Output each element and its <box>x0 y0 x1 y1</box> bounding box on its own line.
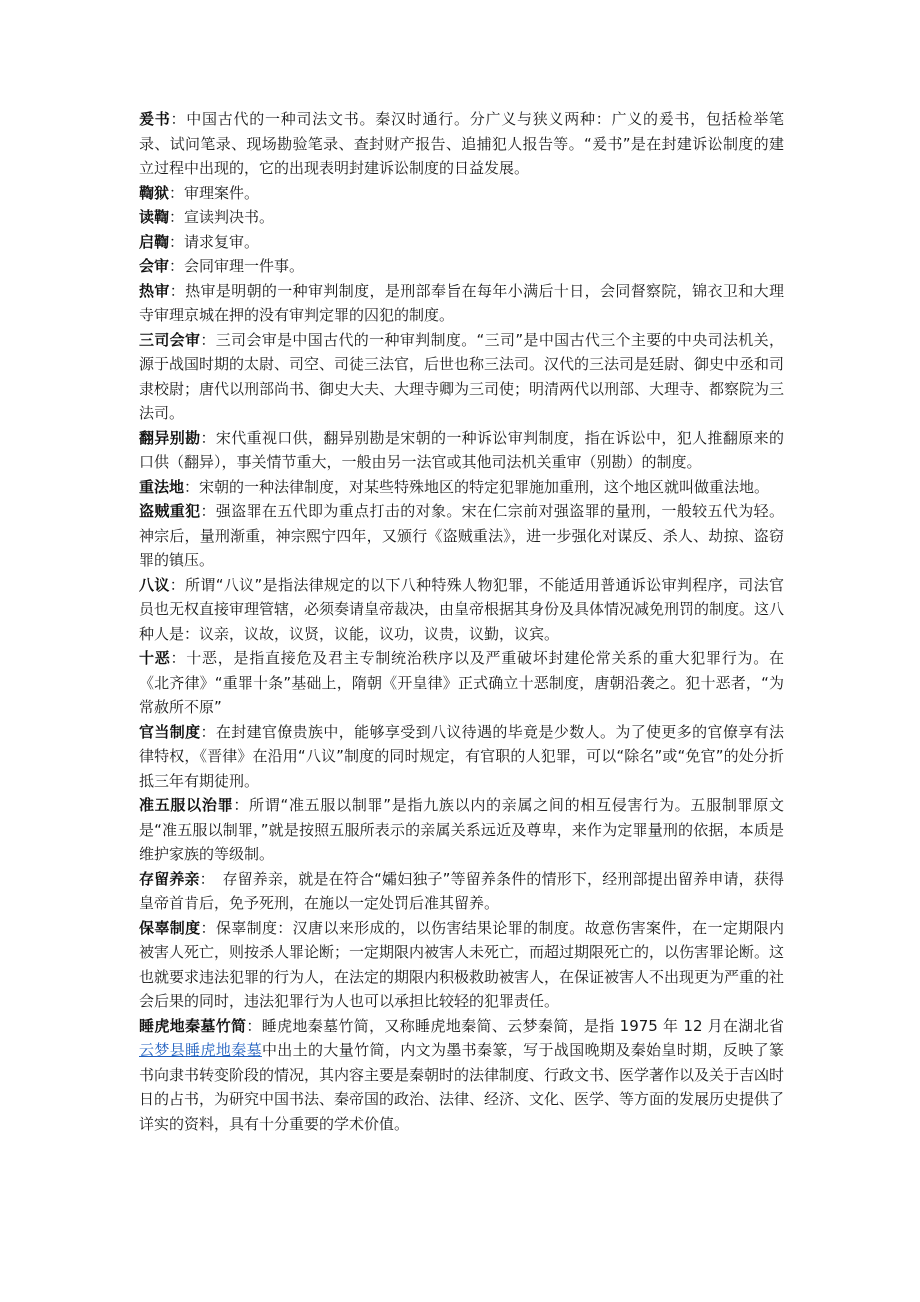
entry-definition: 在封建官僚贵族中，能够享受到八议待遇的毕竟是少数人。为了使更多的官僚享有法律特权，《晋律》在沿用“八议”制度的同时规定，有官职的人犯罪，可以“除名”或“免官”的处分折抵三年有期徒刑。 <box>139 722 784 790</box>
entry-term: 十恶 <box>139 649 171 667</box>
entry-separator: ： <box>199 869 208 888</box>
entry-fanyi-biekan <box>139 426 784 475</box>
entry-separator: ： <box>184 477 200 496</box>
entry-definition: 宋代重视口供，翻异别勘是宋朝的一种诉讼审判制度，指在诉讼中，犯人推翻原来的口供（翻异），事关情节重大，一般由另一法官或其他司法机关重审（别勘）的制度。 <box>139 428 784 471</box>
entry-term: 启鞫 <box>139 232 170 251</box>
entry-separator: ： <box>200 428 216 447</box>
entry-shie <box>139 646 784 720</box>
entry-daozei-zhongfan <box>139 499 784 573</box>
entry-shuihudi-zhujian <box>139 1014 784 1137</box>
entry-definition: 中国古代的一种司法文书。秦汉时通行。分广义与狭义两种：广义的爰书，包括检举笔录、试问笔录、现场勘验笔录、查封财产报告、追捕犯人报告等。“爰书”是在封建诉讼制度的建立过程中出现的，它的出现表明封建诉讼制度的日益发展。 <box>139 110 784 177</box>
entry-duju <box>139 205 784 230</box>
entry-separator: ： <box>169 183 185 202</box>
entry-zhongfadi <box>139 475 784 500</box>
entry-term: 热审 <box>139 281 170 300</box>
entry-zhun-wufu <box>139 793 784 867</box>
entry-term: 盗贼重犯 <box>139 502 201 520</box>
entry-sansi-huishen <box>139 328 784 426</box>
entry-term: 重法地 <box>139 477 185 496</box>
entry-separator: ： <box>169 281 186 300</box>
entry-definition-before-link: 睡虎地秦墓竹简，又称睡虎地秦简、云梦秦简，是指 1975 年 12 月在湖北省 <box>261 1016 784 1035</box>
entry-term: 存留养亲 <box>139 869 200 888</box>
entry-separator: ： <box>170 110 187 128</box>
entry-definition: 热审是明朝的一种审判制度，是刑部奉旨在每年小满后十日，会同督察院，锦衣卫和大理寺审理京城在押的没有审判定罪的囚犯的制度。 <box>139 281 784 324</box>
entry-separator: ： <box>200 918 216 937</box>
entry-baogu-zhidu <box>139 916 784 1014</box>
entry-term: 官当制度 <box>139 722 201 741</box>
entry-definition: 所谓“准五服以制罪”是指九族以内的亲属之间的相互侵害行为。五服制罪原文是“准五服以制罪，”就是按照五服所表示的亲属关系远近及尊卑，来作为定罪量刑的依据，本质是维护家族的等级制。 <box>139 796 784 863</box>
entry-term: 爰书 <box>139 110 171 128</box>
entry-cunliu-yangqin <box>139 867 784 916</box>
entry-term: 三司会审 <box>139 330 201 349</box>
entry-bayi <box>139 573 784 647</box>
entry-separator: ： <box>200 502 216 520</box>
entry-term: 鞫狱 <box>139 183 170 202</box>
entry-term: 会审 <box>139 257 170 275</box>
entry-separator: ： <box>169 257 185 275</box>
entry-definition: 强盗罪在五代即为重点打击的对象。宋在仁宗前对强盗罪的量刑，一般较五代为轻。神宗后，量刑渐重，神宗熙宁四年，又颁行《盗贼重法》，进一步强化对谋反、杀人、劫掠、盗窃罪的镇压。 <box>139 502 784 569</box>
entry-definition: 审理案件。 <box>184 183 260 202</box>
entry-definition: 保辜制度：汉唐以来形成的，以伤害结果论罪的制度。故意伤害案件，在一定期限内被害人死亡，则按杀人罪论断；一定期限内被害人未死亡，而超过期限死亡的，以伤害罪论断。这也就要求违法犯罪的行为人，在法定的期限内积极救助被害人，在保证被害人不出现更为严重的社会后果的同时，违法犯罪行为人也可以承担比较轻的犯罪责任。 <box>139 918 785 1010</box>
shuihudi-tomb-link[interactable]: 睡虎地秦墓 <box>185 1041 262 1059</box>
entry-definition: 所谓“八议”是指法律规定的以下八种特殊人物犯罪，不能适用普通诉讼审判程序，司法官员也无权直接审理管辖，必须奏请皇帝裁决，由皇帝根据其身份及具体情况减免刑罚的制度。这八种人是：议亲，议故，议贤，议能，议功，议贵，议勤，议宾。 <box>139 575 785 643</box>
entry-term: 读鞫 <box>139 208 170 226</box>
entry-definition: 宋朝的一种法律制度，对某些特殊地区的特定犯罪施加重刑，这个地区就叫做重法地。 <box>199 477 770 496</box>
entry-definition: 会同审理一件事。 <box>184 257 305 275</box>
entry-separator: ： <box>200 722 216 741</box>
entry-term: 睡虎地秦墓竹简 <box>139 1016 247 1035</box>
entry-yuanshu <box>139 107 784 181</box>
entry-definition: 存留养亲，就是在符合“孀妇独子”等留养条件的情形下，经刑部提出留养申请，获得皇帝首肯后，免予死刑，在施以一定处罚后准其留养。 <box>139 869 784 912</box>
document-page <box>139 107 784 1136</box>
entry-separator: ： <box>169 208 185 226</box>
entry-term: 翻异别勘 <box>139 428 201 447</box>
entry-guandang-zhidu <box>139 720 784 794</box>
entry-definition-after-link: 中出土的大量竹简，内文为墨书秦篆，写于战国晚期及秦始皇时期，反映了篆书向隶书转变阶段的情况，其内容主要是秦朝时的法律制度、行政文书、医学著作以及关于吉凶时日的占书，为研究中国书法、秦帝国的政治、法律、经济、文化、医学、等方面的发展历史提供了详实的资料，具有十分重要的学术价值。 <box>139 1041 785 1133</box>
entry-qiju <box>139 230 784 255</box>
entry-separator: ： <box>200 330 216 349</box>
entry-separator: ： <box>169 575 186 594</box>
entry-definition: 请求复审。 <box>184 232 260 251</box>
entry-term: 八议 <box>139 575 170 594</box>
entry-definition: 三司会审是中国古代的一种审判制度。“三司”是中国古代三个主要的中央司法机关，源于战国时期的太尉、司空、司徒三法官，后世也称三法司。汉代的三法司是廷尉、御史中丞和司隶校尉；唐代以刑部尚书、御史大夫、大理寺卿为三司使；明清两代以刑部、大理寺、都察院为三法司。 <box>139 330 785 422</box>
entry-separator: ： <box>170 649 187 667</box>
entry-term: 保辜制度 <box>139 918 201 937</box>
entry-reshen <box>139 279 784 328</box>
yunmeng-county-link[interactable]: 云梦县 <box>139 1041 186 1059</box>
entry-separator: ： <box>233 796 250 814</box>
entry-definition: 十恶，是指直接危及君主专制统治秩序以及严重破坏封建伦常关系的重大犯罪行为。在《北齐律》“重罪十条”基础上，隋朝《开皇律》正式确立十恶制度，唐朝沿袭之。犯十恶者，“为常赦所不原” <box>139 649 784 716</box>
entry-separator: ： <box>169 232 185 251</box>
entry-separator: ： <box>246 1016 262 1035</box>
entry-juyu <box>139 181 784 206</box>
entry-definition: 宣读判决书。 <box>184 208 275 226</box>
entry-huishen <box>139 254 784 279</box>
entry-term: 准五服以治罪 <box>139 796 234 814</box>
